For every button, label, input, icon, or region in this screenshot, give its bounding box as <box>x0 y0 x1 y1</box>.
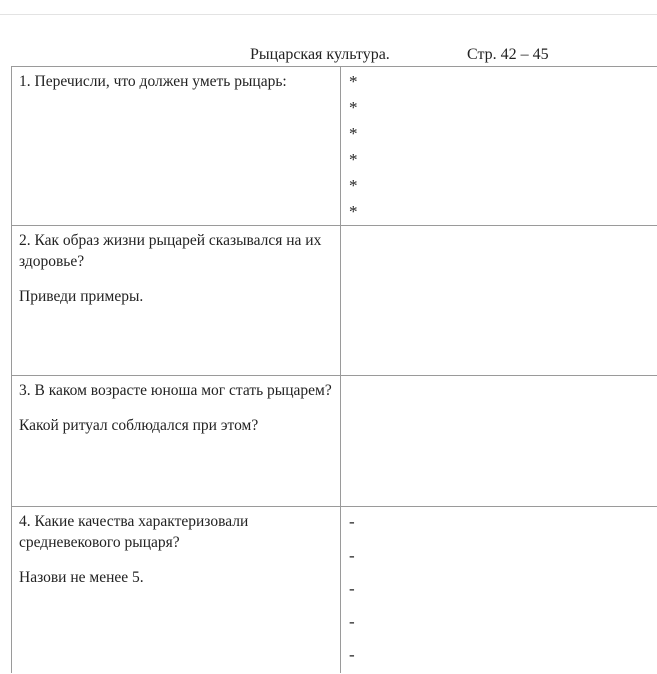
answer-marker-dash: - <box>349 645 355 664</box>
answer-cell-2[interactable] <box>349 226 649 376</box>
answer-marker-asterisk: * <box>349 98 358 117</box>
question-2-text: 2. Как образ жизни рыцарей сказывался на их здоровье? <box>19 232 322 270</box>
table-row-1 <box>12 67 657 226</box>
question-cell-4 <box>19 511 334 588</box>
answer-marker-dash: - <box>349 612 355 631</box>
table-row-2 <box>12 226 657 376</box>
answer-marker-asterisk: * <box>349 202 358 221</box>
page-range: Стр. 42 – 45 <box>467 46 549 63</box>
answer-cell-1[interactable] <box>349 67 649 226</box>
answer-marker-dash: - <box>349 512 355 531</box>
question-3-text: 3. В каком возрасте юноша мог стать рыцарем? <box>19 382 332 399</box>
table-row-4 <box>12 507 657 674</box>
top-divider <box>0 14 657 15</box>
question-cell-2 <box>19 230 334 307</box>
question-4-text: 4. Какие качества характеризовали средневекового рыцаря? <box>19 513 249 551</box>
answer-cell-4[interactable] <box>349 507 649 674</box>
worksheet-title: Рыцарская культура. <box>250 46 390 63</box>
question-4-note: Назови не менее 5. <box>19 569 144 586</box>
answer-marker-asterisk: * <box>349 124 358 143</box>
question-3-note: Какой ритуал соблюдался при этом? <box>19 417 259 434</box>
table-row-3 <box>12 376 657 507</box>
answer-cell-3[interactable] <box>349 376 649 507</box>
answer-marker-dash: - <box>349 546 355 565</box>
question-cell-1 <box>19 71 334 92</box>
answer-marker-asterisk: * <box>349 72 358 91</box>
answer-marker-asterisk: * <box>349 150 358 169</box>
question-2-note: Приведи примеры. <box>19 288 144 305</box>
answer-marker-asterisk: * <box>349 176 358 195</box>
answer-marker-dash: - <box>349 579 355 598</box>
question-cell-3 <box>19 380 334 436</box>
question-1-text: 1. Перечисли, что должен уметь рыцарь: <box>19 73 287 90</box>
worksheet-table <box>11 66 657 673</box>
